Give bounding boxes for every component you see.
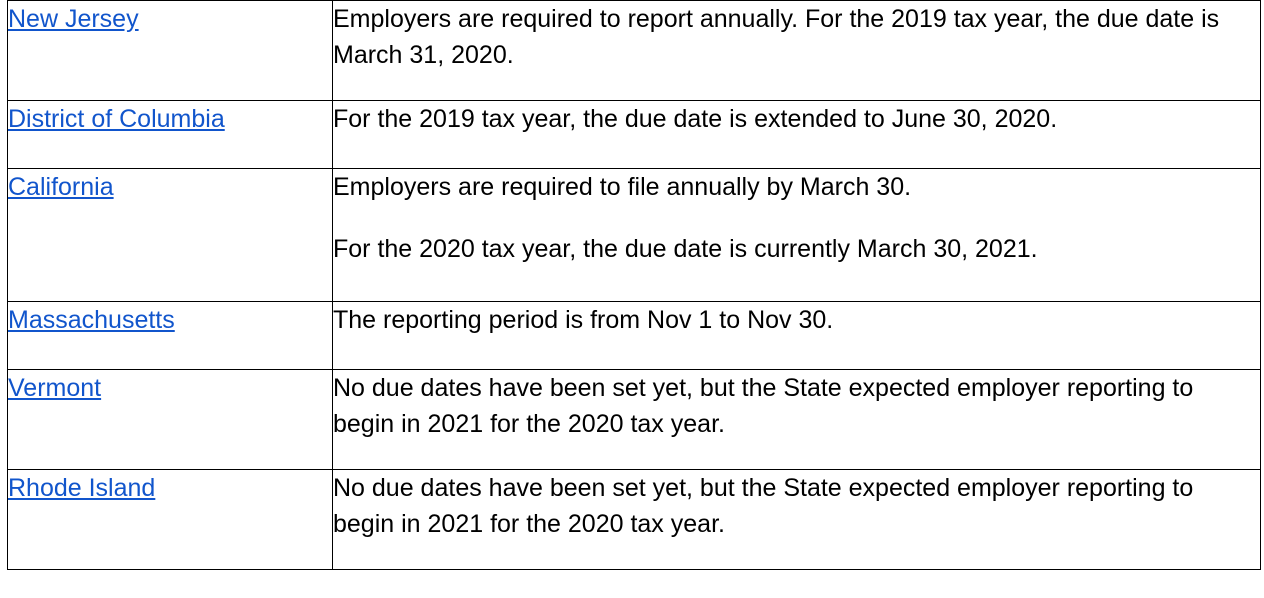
- state-cell: [8, 1, 333, 101]
- info-cell: [333, 1, 1261, 101]
- info-text: Employers are required to report annually. For the 2019 tax year, the due date is March 31, 2020.: [333, 5, 1220, 69]
- state-link-vermont[interactable]: Vermont: [8, 374, 102, 402]
- info-text: For the 2020 tax year, the due date is currently March 30, 2021.: [333, 235, 1038, 263]
- state-cell: [8, 302, 333, 370]
- info-text: The reporting period is from Nov 1 to Nov 30.: [333, 306, 834, 334]
- state-cell: [8, 101, 333, 169]
- state-cell: [8, 370, 333, 470]
- state-cell: [8, 470, 333, 570]
- table-row: [8, 470, 1261, 570]
- info-cell: [333, 470, 1261, 570]
- info-cell: [333, 101, 1261, 169]
- info-cell: [333, 370, 1261, 470]
- state-link-california[interactable]: California: [8, 173, 114, 201]
- table-row: [8, 370, 1261, 470]
- info-cell: [333, 169, 1261, 302]
- table-row: [8, 302, 1261, 370]
- info-text: No due dates have been set yet, but the State expected employer reporting to begin in 2021 for the 2020 tax year.: [333, 474, 1194, 538]
- state-link-new-jersey[interactable]: New Jersey: [8, 5, 139, 33]
- info-cell: [333, 302, 1261, 370]
- info-text: Employers are required to file annually by March 30.: [333, 173, 912, 201]
- info-text: No due dates have been set yet, but the State expected employer reporting to begin in 2021 for the 2020 tax year.: [333, 374, 1194, 438]
- table-row: [8, 1, 1261, 101]
- table-row: [8, 101, 1261, 169]
- state-link-massachusetts[interactable]: Massachusetts: [8, 306, 175, 334]
- state-link-district-of-columbia[interactable]: District of Columbia: [8, 105, 225, 133]
- state-link-rhode-island[interactable]: Rhode Island: [8, 474, 156, 502]
- state-reporting-table: [7, 0, 1261, 570]
- table-row: [8, 169, 1261, 302]
- state-cell: [8, 169, 333, 302]
- info-text: For the 2019 tax year, the due date is extended to June 30, 2020.: [333, 105, 1058, 133]
